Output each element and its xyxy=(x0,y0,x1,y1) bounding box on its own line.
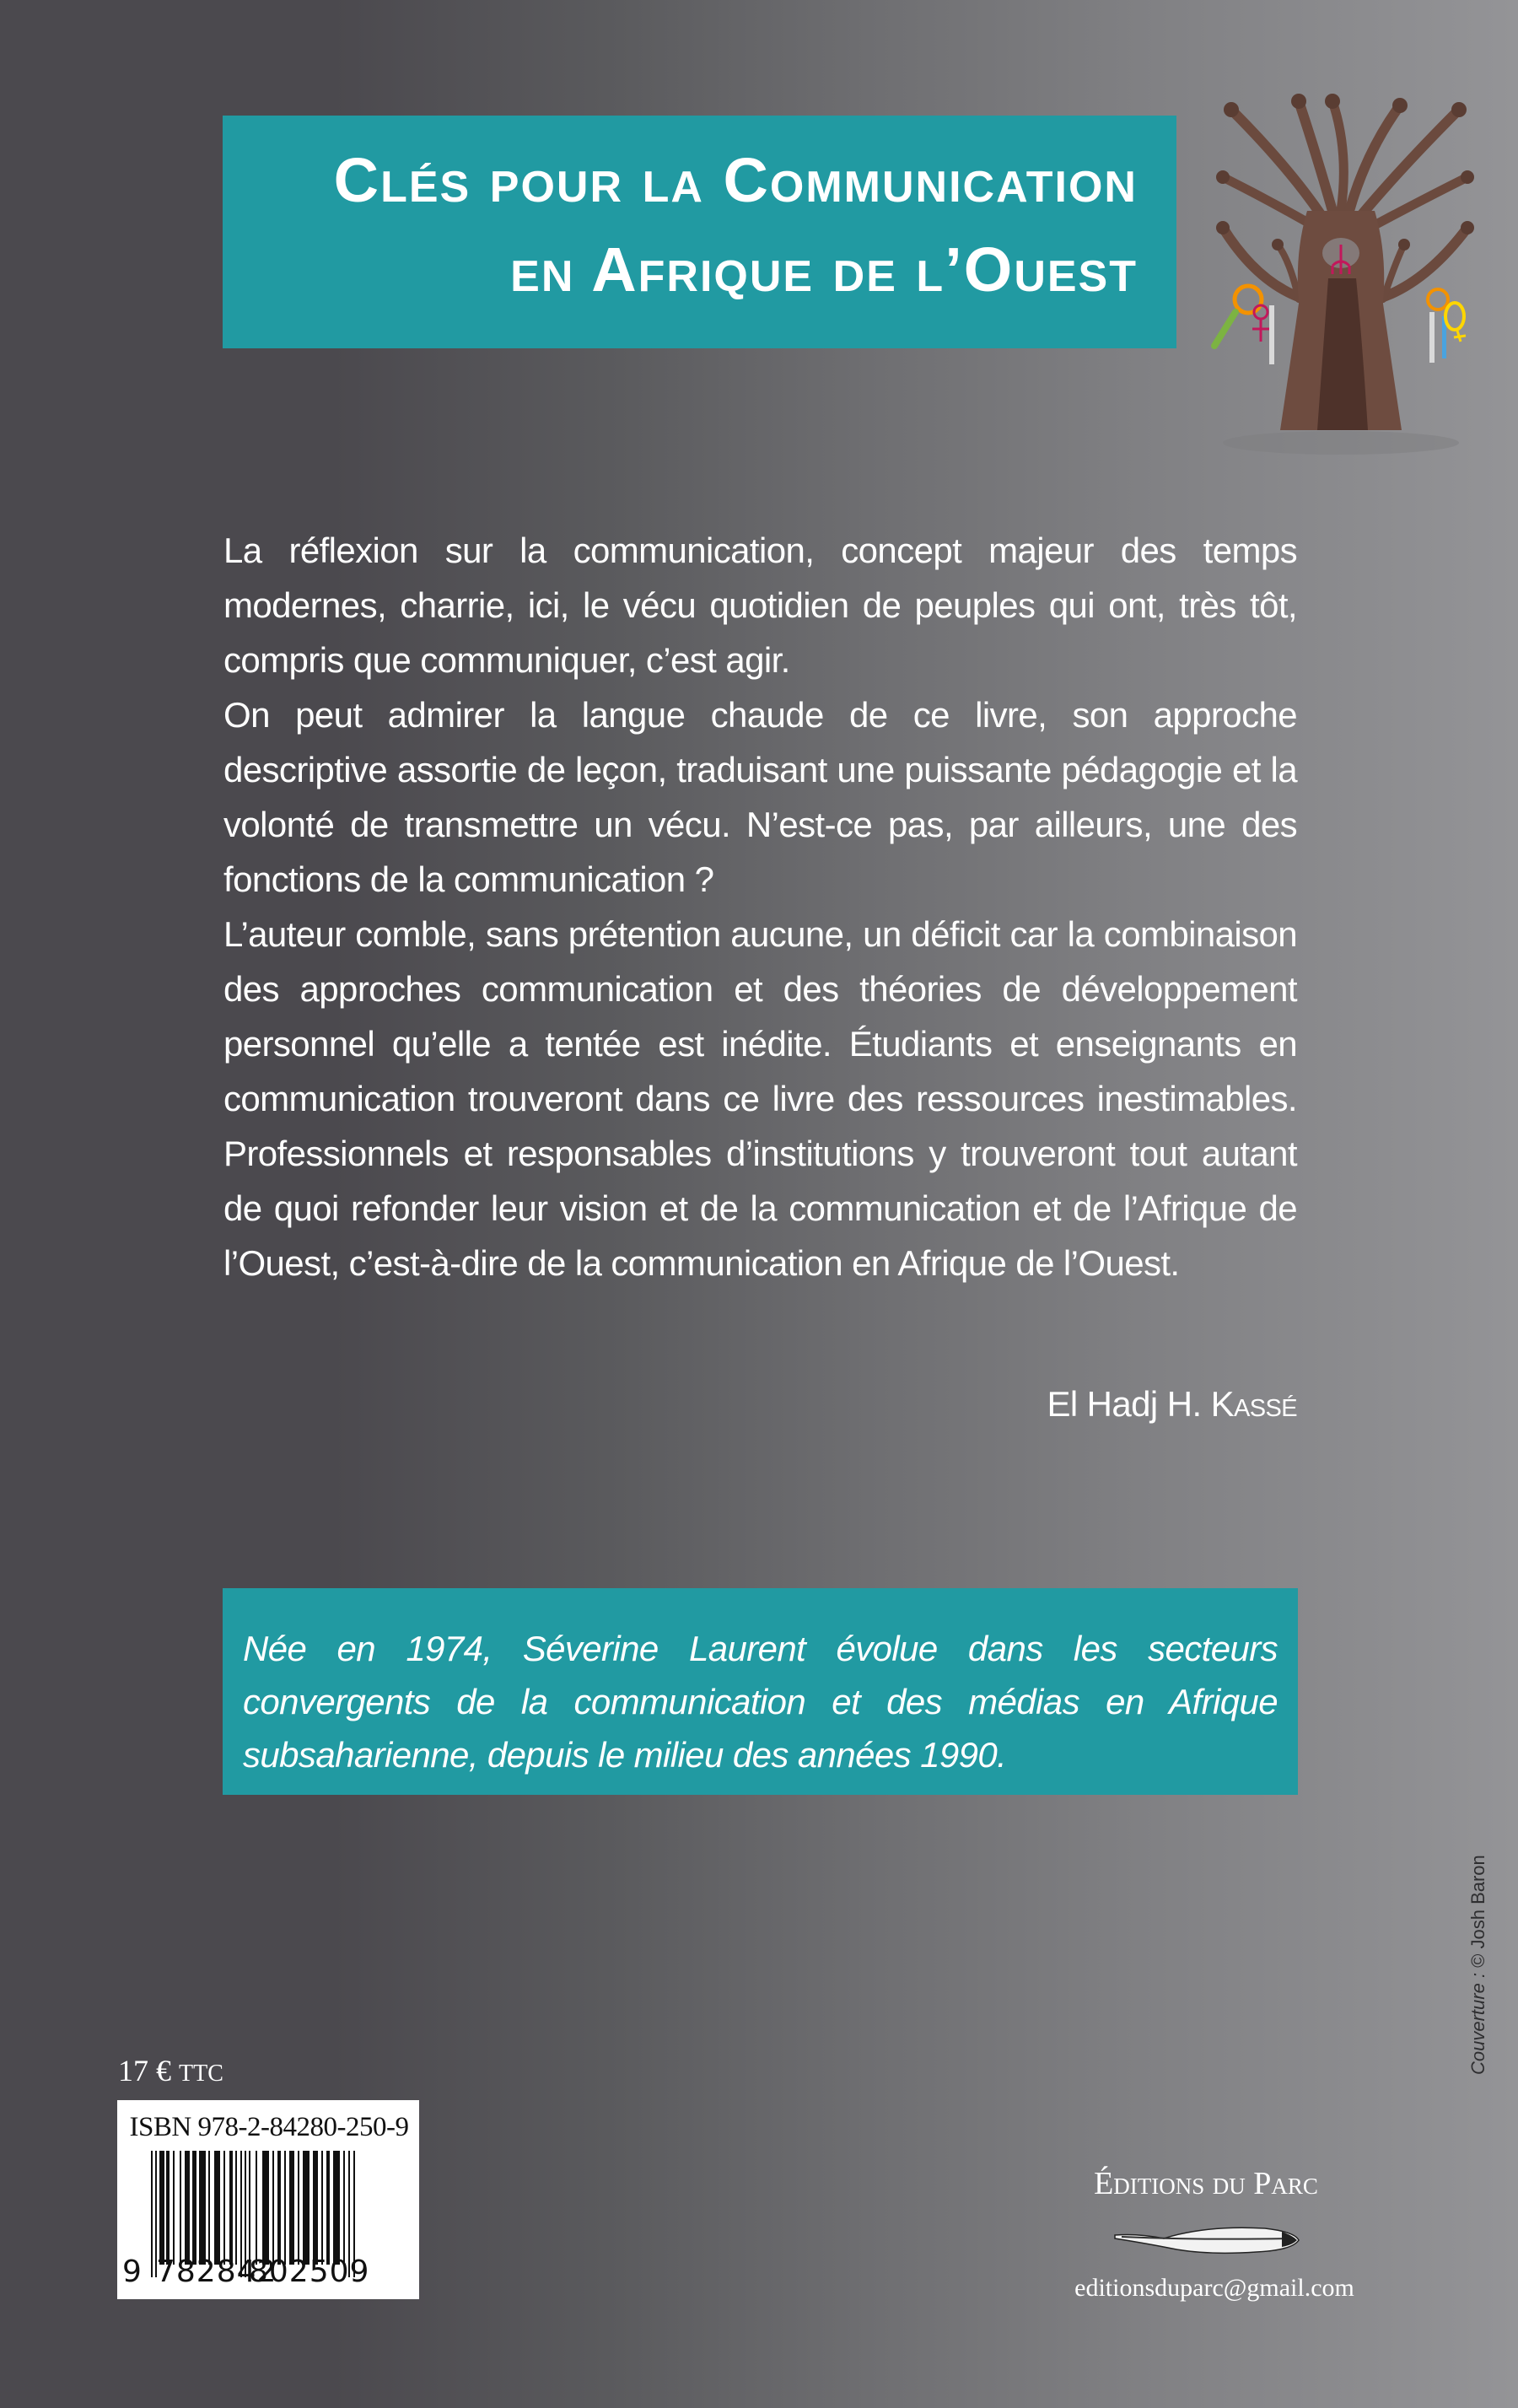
barcode-digits-right: 802509 xyxy=(249,2254,370,2289)
cover-credit-label: Couverture : xyxy=(1467,1967,1488,2075)
signature-first-name: El Hadj H. xyxy=(1047,1384,1211,1424)
publisher-email[interactable]: editionsduparc@gmail.com xyxy=(1074,2274,1354,2302)
blurb-signature xyxy=(223,1379,1297,1430)
isbn-barcode xyxy=(117,2100,419,2299)
publisher-name: Éditions du Parc xyxy=(1094,2166,1318,2201)
barcode-digit-lead: 9 xyxy=(122,2254,142,2289)
isbn-label: ISBN 978-2-84280-250-9 xyxy=(129,2112,409,2142)
price-amount: 17 € xyxy=(118,2054,171,2087)
feather-icon xyxy=(1113,2223,1303,2259)
author-bio-text: Née en 1974, Séverine Laurent évolue dans les secteurs convergents de la communication et des médias en Afrique subsaharienne, depuis le milieu des années 1990. xyxy=(243,1629,1278,1775)
cover-credit-value: © Josh Baron xyxy=(1467,1855,1488,1968)
title-banner xyxy=(223,116,1176,348)
blurb-paragraph: L’auteur comble, sans prétention aucune, un déficit car la combinaison des approches communication et des théories de développement personnel qu’elle a tentée est inédite. Étudiants et enseignants en communication trouveront dans ce livre des ressources inestimables. Professionnels et responsables d’institutions y trouveront tout autant de quoi refonder leur vision et de la communication et de l’Afrique de l’Ouest, c’est-à-dire de la communication en Afrique de l’Ouest. xyxy=(223,914,1297,1283)
book-title-line-2: en Afrique de l’Ouest xyxy=(510,234,1138,304)
back-cover-blurb xyxy=(223,523,1297,1290)
price-label xyxy=(118,2055,223,2086)
price-suffix: TTC xyxy=(179,2061,223,2087)
baobab-tree-with-keys-icon xyxy=(1198,84,1484,455)
author-bio-box xyxy=(223,1588,1298,1795)
blurb-paragraph: On peut admirer la langue chaude de ce livre, son approche descriptive assortie de leçon, traduisant une puissante pédagogie et la volonté de transmettre un vécu. N’est-ce pas, par ailleurs, une des fonctions de la communication ? xyxy=(223,695,1297,899)
cover-credit xyxy=(1469,1855,1488,2075)
book-title-line-1: Clés pour la Communication xyxy=(333,145,1138,215)
blurb-paragraph: La réflexion sur la communication, concept majeur des temps modernes, charrie, ici, le vécu quotidien de peuples qui ont, très tôt, compris que communiquer, c’est agir. xyxy=(223,531,1297,680)
barcode-digits-left: 782842 xyxy=(156,2254,277,2289)
signature-last-name: Kassé xyxy=(1210,1384,1297,1424)
